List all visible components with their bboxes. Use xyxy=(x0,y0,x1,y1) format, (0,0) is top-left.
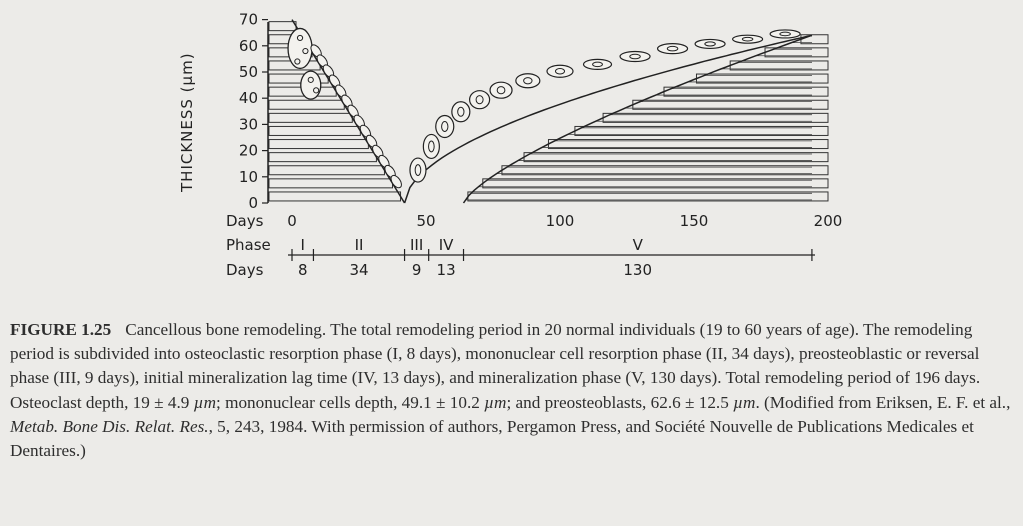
phase-duration: 9 xyxy=(411,261,422,279)
phase-duration: 13 xyxy=(436,261,456,279)
y-axis-ticks xyxy=(239,11,268,212)
phase-markers xyxy=(292,236,812,279)
phase-duration: 8 xyxy=(297,261,308,279)
figure-label: FIGURE 1.25 xyxy=(10,320,112,339)
osteoblast xyxy=(695,39,725,48)
caption-unit-1: µm xyxy=(193,392,216,412)
osteoblast xyxy=(410,158,426,182)
osteoblast xyxy=(547,65,573,77)
x-tick-label: 0 xyxy=(287,212,297,230)
phase-label: Phase xyxy=(226,236,271,254)
old-bone-lamella xyxy=(269,192,401,201)
caption-text-4: . (Modified from Eriksen, E. F. et al., xyxy=(755,392,1011,412)
y-tick-label: 0 xyxy=(248,194,258,212)
old-bone-lamella xyxy=(269,153,376,162)
osteoblast xyxy=(658,44,688,54)
caption-text-2: ; mononuclear cells depth, 49.1 ± 10.2 xyxy=(216,392,485,412)
osteoblast xyxy=(620,52,650,62)
phase-numeral: IV xyxy=(438,236,454,254)
osteoblast xyxy=(470,91,490,109)
caption-unit-2: µm xyxy=(484,392,507,412)
osteoblast xyxy=(770,30,800,38)
x-tick-label: 100 xyxy=(545,212,575,230)
caption-journal: Metab. Bone Dis. Relat. Res. xyxy=(10,416,209,436)
old-bone-lamella xyxy=(269,179,393,188)
x-tick-label: 200 xyxy=(813,212,843,230)
y-tick-label: 10 xyxy=(238,167,258,186)
phase-numeral: III xyxy=(409,236,424,254)
phase-numeral: II xyxy=(354,236,364,254)
old-bone-lamella xyxy=(269,140,368,149)
x-tick-label: 150 xyxy=(679,212,709,230)
remodeling-cells xyxy=(288,20,812,203)
osteoblast xyxy=(490,82,512,98)
osteoblast xyxy=(436,116,454,138)
caption-text-3: ; and preosteoblasts, 62.6 ± 12.5 xyxy=(506,392,734,412)
y-tick-label: 70 xyxy=(238,10,258,29)
osteoblast xyxy=(452,102,470,122)
old-bone-lamella xyxy=(269,113,352,122)
x-axis-ticks xyxy=(287,212,842,230)
old-bone-lamella xyxy=(269,100,344,109)
old-bone-lamella xyxy=(269,166,384,175)
osteoblast xyxy=(423,134,439,158)
osteoblast xyxy=(584,59,612,69)
phase-duration: 34 xyxy=(349,261,369,279)
caption-text-1: Cancellous bone remodeling. The total remodeling period in 20 normal individuals (19 to 60 years of age). The remodeling period is subdivided into osteoclastic resorption phase (I, 8 days), mononuclear cell resorption phase (II, 34 days), preosteoblastic or reversal phase (III, 9 days), initial mineralization lag time (IV, 13 days), and mineralization phase (V, 130 days). Total remodeling period of 196 days. Osteoclast depth, 19 ± 4.9 xyxy=(10,320,981,412)
caption-unit-3: µm xyxy=(733,392,756,412)
y-tick-label: 30 xyxy=(238,115,258,134)
old-bone-lamella xyxy=(269,22,296,31)
y-axis-label: THICKNESS (µm) xyxy=(178,52,196,192)
x-tick-label: 50 xyxy=(416,212,436,230)
y-tick-label: 40 xyxy=(238,89,258,108)
y-tick-label: 60 xyxy=(238,36,258,55)
osteoclast xyxy=(301,71,321,99)
old-bone-lamella xyxy=(269,126,360,135)
osteoblast xyxy=(516,74,540,88)
y-tick-label: 20 xyxy=(238,141,258,160)
figure-caption xyxy=(10,318,1018,463)
caption-text-5: , 5, 243, 1984. With permission of authors, Pergamon Press, and Société Nouvelle de Publications Medicales et Dentaires.) xyxy=(10,416,974,461)
phase-numeral: I xyxy=(300,236,305,254)
phase-numeral: V xyxy=(632,236,643,254)
osteoblast xyxy=(733,35,763,43)
y-tick-label: 50 xyxy=(238,63,258,81)
days-label-top: Days xyxy=(226,212,264,230)
days-label-bottom: Days xyxy=(226,261,264,279)
phase-duration: 130 xyxy=(623,261,653,279)
